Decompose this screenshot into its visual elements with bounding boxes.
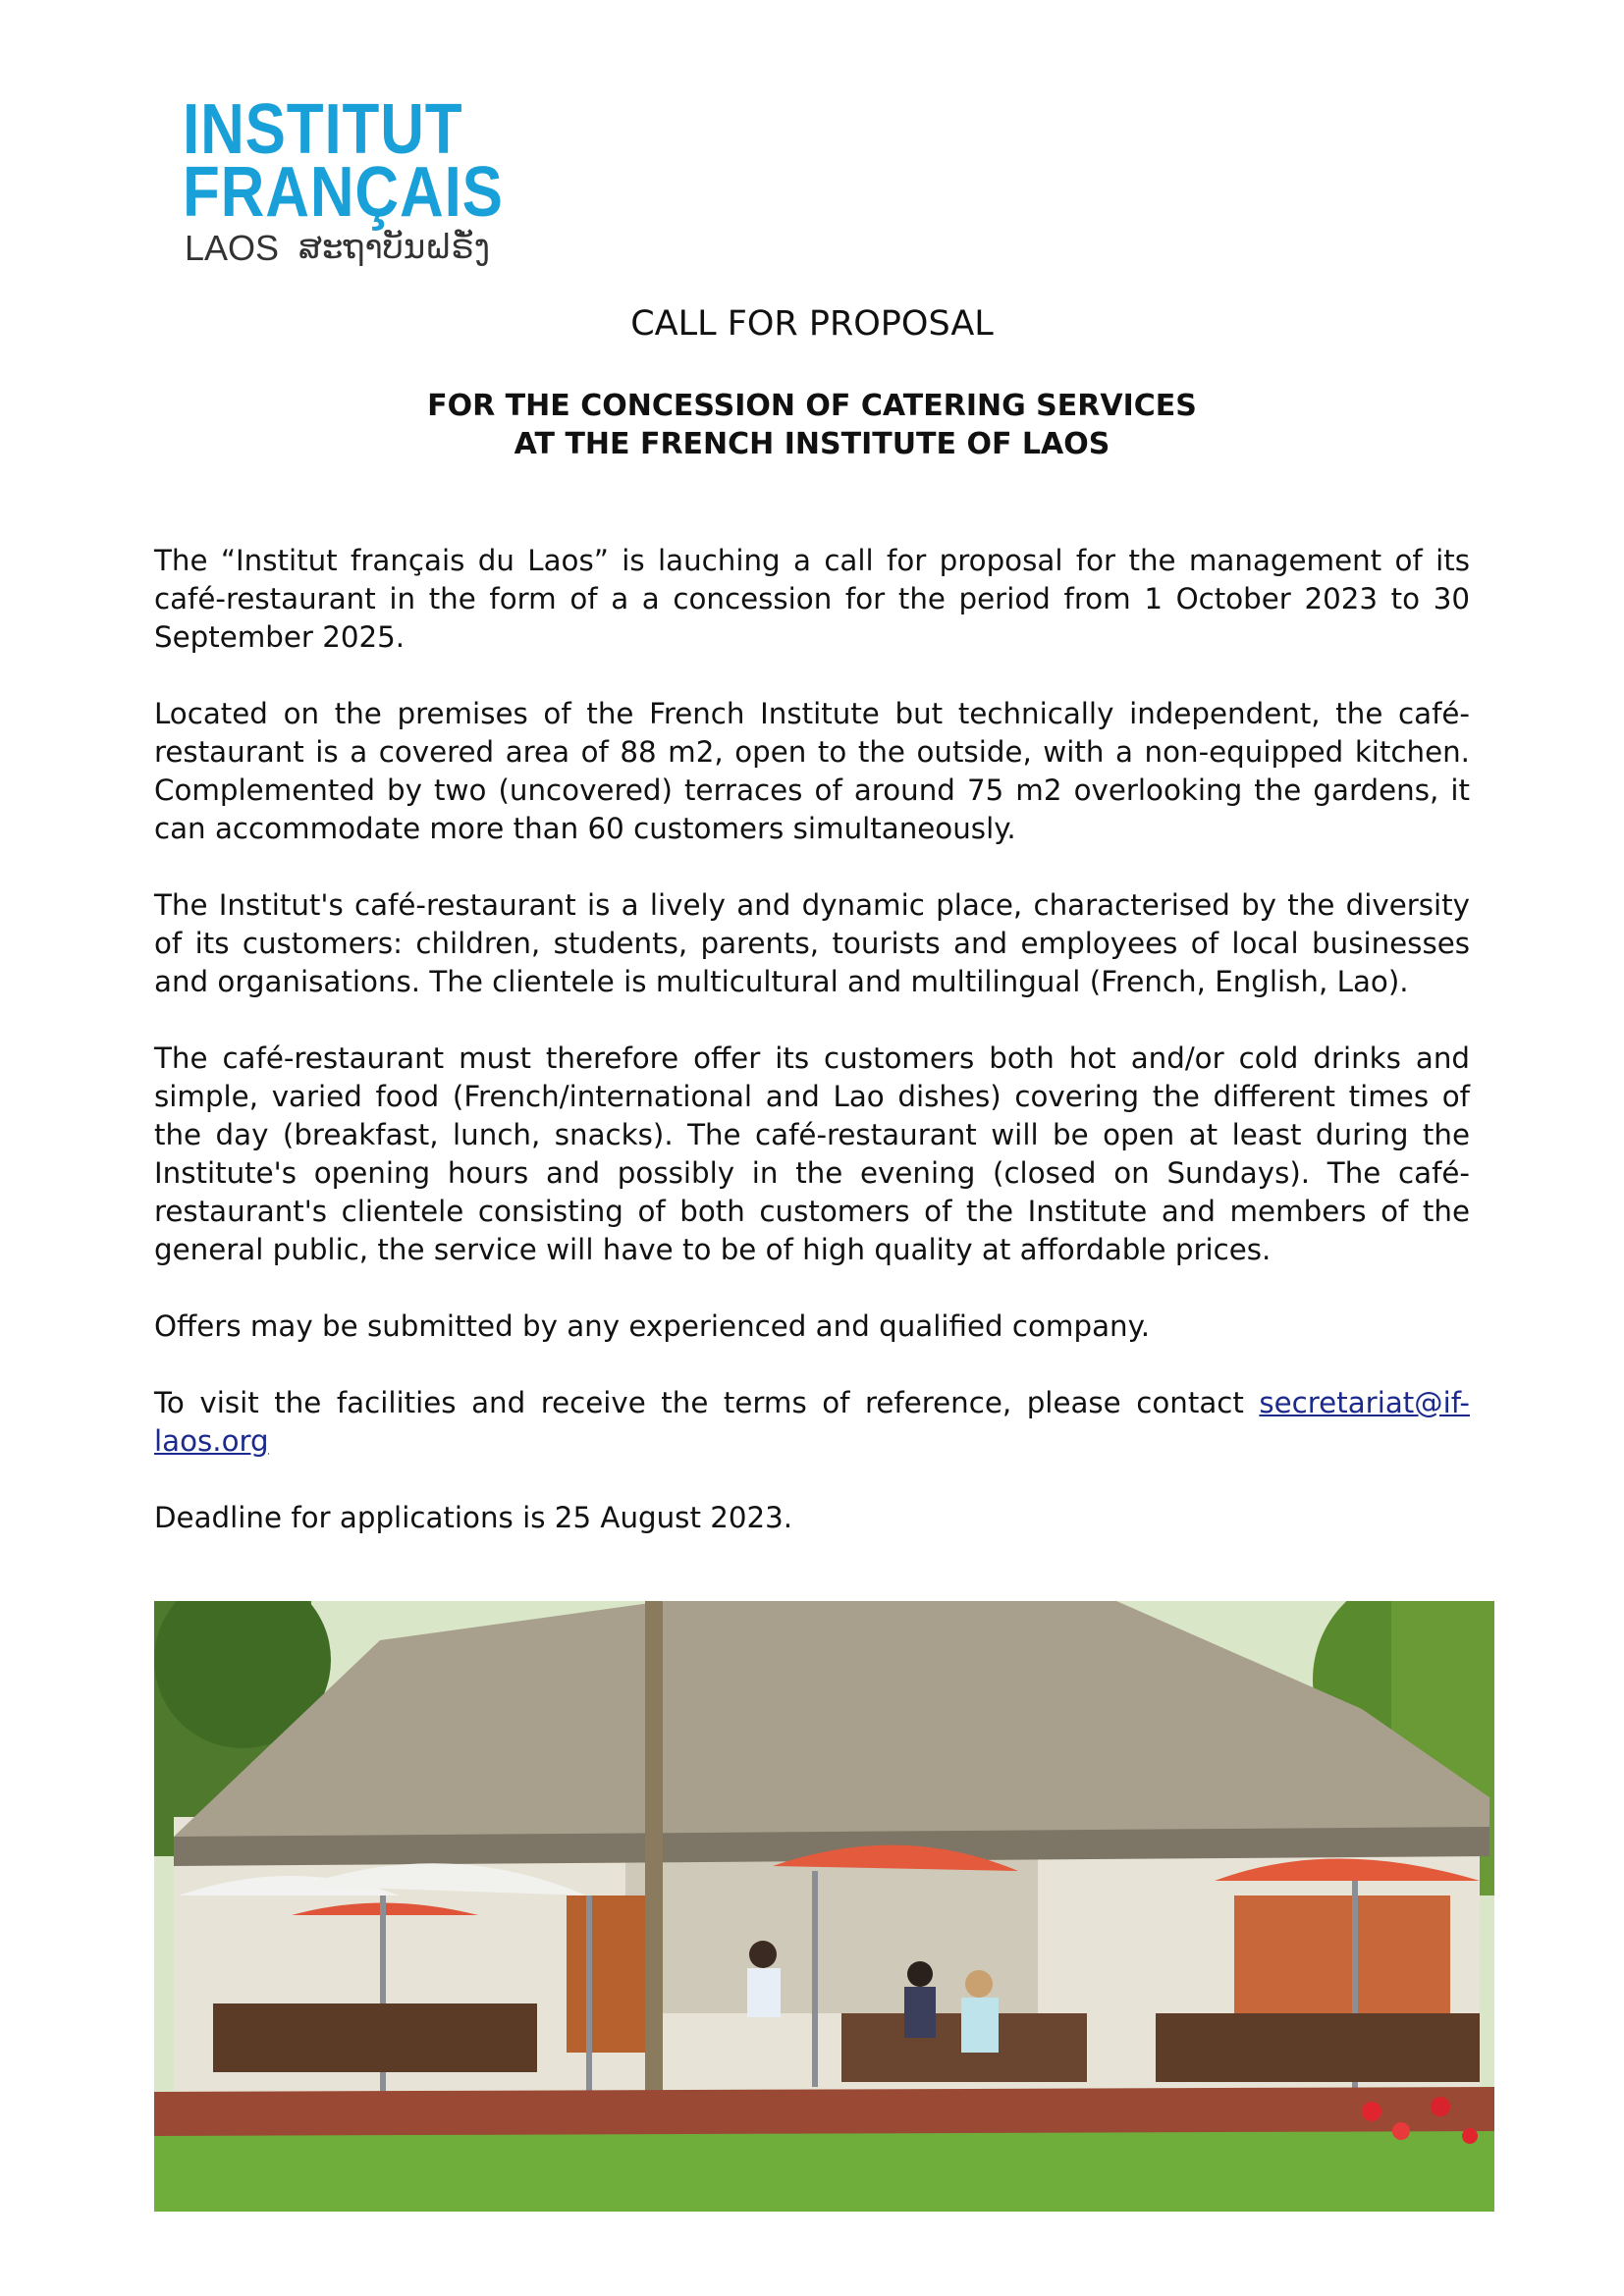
paragraph-requirements: The café-restaurant must therefore offer its customers both hot and/or cold drinks and simple, varied food (French/international and Lao dishes) covering the different times of the day (breakfast, lunch, snacks). The café-restaurant will be open at least during the Institute's opening hours and possibly in the evening (closed on Sundays). The café-restaurant's clientele consisting of both customers of the Institute and members of the general public, the service will have to be of high quality at affordable prices.	[154, 1041, 1470, 1266]
cafe-restaurant-photo	[154, 1601, 1494, 2212]
logo-line-2: FRANÇAIS	[183, 153, 504, 232]
document-title: CALL FOR PROPOSAL	[630, 304, 994, 344]
paragraph-contact	[154, 1384, 1470, 1461]
subtitle-line-2: AT THE FRENCH INSTITUTE OF LAOS	[514, 427, 1110, 461]
paragraph-offers: Offers may be submitted by any experienced and qualified company.	[154, 1309, 1151, 1343]
logo-lao-text: ສະຖາບັນຝຣັ່ງ	[298, 228, 491, 267]
paragraph-clientele: The Institut's café-restaurant is a lively and dynamic place, characterised by the diversity of its customers: children, students, parents, tourists and employees of local businesses and organisations. The clientele is multicultural and multilingual (French, English, Lao).	[154, 888, 1470, 998]
cafe-restaurant-illustration	[154, 1601, 1494, 2212]
paragraph-intro: The “Institut français du Laos” is lauching a call for proposal for the management of its café-restaurant in the form of a a concession for the period from 1 October 2023 to 30 September 2025.	[154, 544, 1470, 654]
logo-country: LAOS	[185, 228, 280, 268]
subtitle-line-1: FOR THE CONCESSION OF CATERING SERVICES	[427, 389, 1197, 423]
document-body	[154, 542, 1470, 1575]
paragraph-deadline: Deadline for applications is 25 August 2023.	[154, 1501, 793, 1534]
paragraph-location: Located on the premises of the French Institute but technically independent, the café-restaurant is a covered area of 88 m2, open to the outside, with a non-equipped kitchen. Complemented by two (uncovered) terraces of around 75 m2 overlooking the gardens, it can accommodate more than 60 customers simultaneously.	[154, 697, 1470, 845]
institut-francais-logo	[183, 90, 516, 281]
document-subtitle	[0, 387, 1624, 463]
contact-email-link[interactable]: secretariat@if-laos.org	[154, 1386, 1470, 1458]
logo-line-1: INSTITUT	[183, 90, 463, 169]
contact-text: To visit the facilities and receive the terms of reference, please contact	[154, 1386, 1260, 1419]
